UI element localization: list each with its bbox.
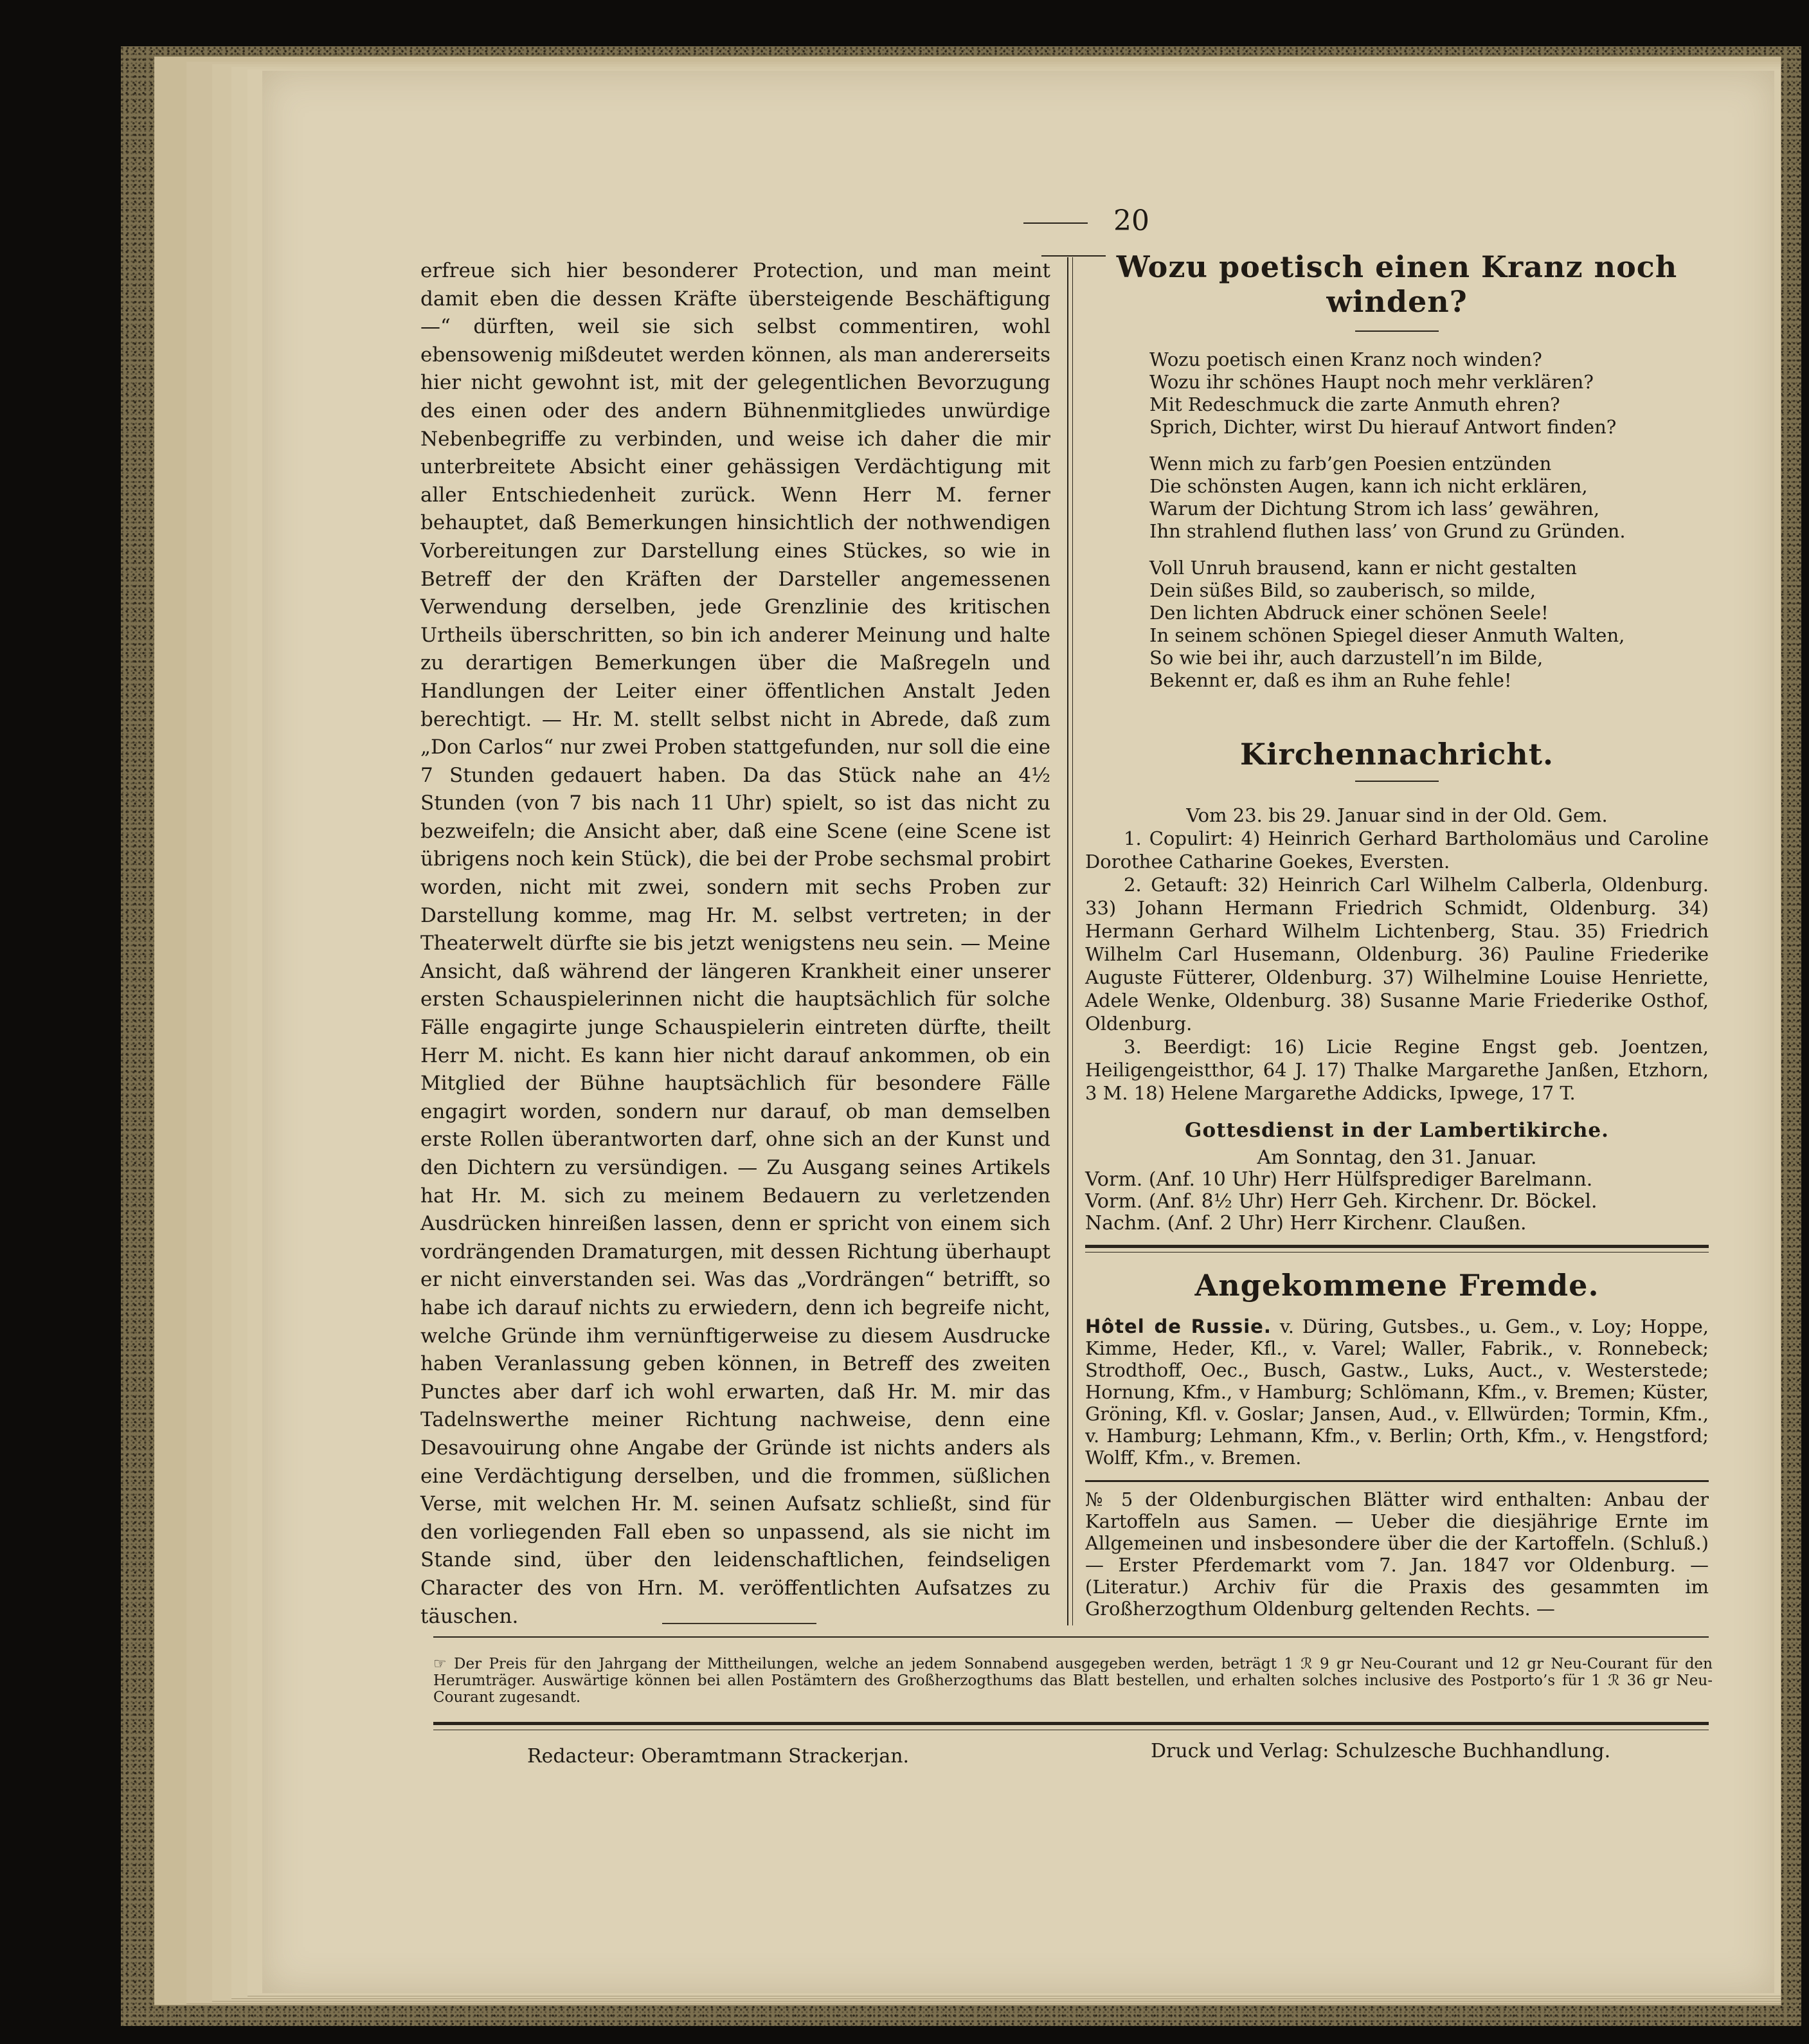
poem-line: Die schönsten Augen, kann ich nicht erklären, <box>1149 475 1588 497</box>
kirche-entry: 2. Getauft: 32) Heinrich Carl Wilhelm Calberla, Oldenburg. 33) Johann Hermann Friedrich Schmidt, Oldenburg. 34) Hermann Gerhard Wilhelm Lichtenberg, Stau. 35) Friedrich Wilhelm Carl Husemann, Oldenburg. 36) Pauline Friederike Auguste Fütterer, Oldenburg. 37) Wilhelmine Louise Henriette, Adele Wenke, Oldenburg. 38) Susanne Marie Friederike Osthof, Oldenburg. <box>1085 874 1709 1035</box>
hotel-name: Hôtel de Russie. <box>1085 1316 1272 1337</box>
poem-line: Bekennt er, daß es ihm an Ruhe fehle! <box>1149 669 1512 691</box>
poem-line: Wozu ihr schönes Haupt noch mehr verklären? <box>1149 371 1594 393</box>
publisher-line: Druck und Verlag: Schulzesche Buchhandlung. <box>1151 1740 1611 1762</box>
poem-line: Voll Unruh brausend, kann er nicht gestalten <box>1149 557 1577 579</box>
article-column <box>420 257 1050 1631</box>
footer-rule <box>433 1722 1709 1725</box>
editor-line: Redacteur: Oberamtmann Strackerjan. <box>527 1745 910 1768</box>
poem-line: Wenn mich zu farb’gen Poesien entzünden <box>1149 453 1552 475</box>
poem-line: Mit Redeschmuck die zarte Anmuth ehren? <box>1149 393 1560 415</box>
article-paragraph: erfreue sich hier besonderer Protection, und man meint damit eben die dessen Kräfte übersteigende Beschäftigung —“ dürften, weil sie sich selbst commentiren, wohl ebensowenig mißdeutet werden können, als man andererseits hier nicht gewohnt ist, mit der gelegentlichen Bevorzugung des einen oder des andern Bühnenmitgliedes unwürdige Nebenbegriffe zu verbinden, und weise ich daher die mir unterbreitete Absicht einer gehässigen Verdächtigung mit aller Entschiedenheit zurück. Wenn Herr M. ferner behauptet, daß Bemerkungen hinsichtlich der nothwendigen Vorbereitungen zur Darstellung eines Stückes, so wie in Betreff der den Kräften der Darsteller angemessenen Verwendung derselben, jede Grenzlinie des kritischen Urtheils überschritten, so bin ich anderer Meinung und halte zu derartigen Bemerkungen über die Maßregeln und Handlungen der Leiter einer öffentlichen Anstalt Jeden berechtigt. — Hr. M. stellt selbst nicht in Abrede, daß zum „Don Carlos“ nur zwei Proben stattgefunden, nur soll die eine 7 Stunden gedauert haben. Da das Stück nahe an 4½ Stunden (von 7 bis nach 11 Uhr) spielt, so ist das nicht zu bezweifeln; die Ansicht aber, daß eine Scene (eine Scene ist übrigens noch kein Stück), die bei der Probe sechsmal probirt worden, nicht mit zwei, sondern mit sechs Proben zur Darstellung komme, mag Hr. M. selbst vertreten; in der Theaterwelt dürfte sie bis jetzt wenigstens neu sein. — Meine Ansicht, daß während der längeren Krankheit einer unserer ersten Schauspielerinnen nicht die hauptsächlich für solche Fälle engagirte junge Schauspielerin eintreten dürfte, theilt Herr M. nicht. Es kann hier nicht darauf ankommen, ob ein Mitglied der Bühne hauptsächlich für besondere Fälle engagirt worden, sondern nur darauf, ob man demselben erste Rollen überantworten darf, ohne sich an der Kunst und den Dichtern zu versündigen. — Zu Ausgang seines Artikels hat Hr. M. sich zu meinem Bedauern zu verletzenden Ausdrücken hinreißen lassen, denn er spricht von einem sich vordrängenden Dramaturgen, mit dessen Richtung überhaupt er nicht einverstanden sei. Was das „Vordrängen“ betrifft, so habe ich darauf nichts zu erwiedern, denn ich begreife nicht, welche Gründe ihm vernünftigerweise zu diesem Ausdrucke haben Veranlassung geben können, in Betreff des zweiten Punctes aber darf ich wohl erwarten, daß Hr. M. mir das Tadelnswerthe meiner Richtung nachweise, denn eine Desavouirung ohne Angabe der Gründe ist nichts anders als eine Verdächtigung derselben, und die frommen, süßlichen Verse, mit welchen Hr. M. seinen Aufsatz schließt, sind für den vorliegenden Fall eben so unpassend, als sie nicht im Stande sind, über den leidenschaftlichen, feindseligen Character des von Hrn. M. veröffentlichten Aufsatzes zu täuschen. <box>420 259 1050 1628</box>
gottesdienst-title: Gottesdienst in der Lambertikirche. <box>1185 1119 1609 1142</box>
poem-line: Ihn strahlend fluthen lass’ von Grund zu Gründen. <box>1149 520 1626 542</box>
gottesdienst-line: Nachm. (Anf. 2 Uhr) Herr Kirchenr. Claußen. <box>1085 1212 1527 1235</box>
kirchennachricht-body <box>1085 804 1709 1105</box>
gottesdienst-date: Am Sonntag, den 31. Januar. <box>1257 1146 1537 1169</box>
poem-title: Wozu poetisch einen Kranz noch winden? <box>1116 249 1678 319</box>
column-divider <box>1072 257 1073 1625</box>
poem-line: Warum der Dichtung Strom ich lass’ gewähren, <box>1149 498 1600 520</box>
section-rule <box>1085 1252 1709 1253</box>
poem-line: Den lichten Abdruck einer schönen Seele! <box>1149 602 1549 624</box>
poem-line: Dein süßes Bild, so zauberisch, so milde, <box>1149 579 1536 601</box>
gottesdienst-line: Vorm. (Anf. 8½ Uhr) Herr Geh. Kirchenr. Dr. Böckel. <box>1085 1190 1598 1213</box>
kirche-intro: Vom 23. bis 29. Januar sind in der Old. Gem. <box>1186 804 1608 826</box>
fremde-title: Angekommene Fremde. <box>1194 1268 1599 1303</box>
poem-line: Sprich, Dichter, wirst Du hierauf Antwort finden? <box>1149 416 1617 438</box>
title-rule <box>1355 781 1439 782</box>
poem-stanza <box>1149 348 1709 439</box>
fremde-list: v. Düring, Gutsbes., u. Gem., v. Loy; Hoppe, Kimme, Heder, Kfl., v. Varel; Waller, Fabrik., v. Ronnebeck; Strodthoff, Oec., Busch, Gastw., Luks, Auct., v. Westerstede; Hornung, Kfm., v Hamburg; Schlömann, Kfm., v. Bremen; Küster, Gröning, Kfl. v. Goslar; Jansen, Aud., v. Ellwürden; Tormin, Kfm., v. Hamburg; Lehmann, Kfm., v. Berlin; Orth, Kfm., v. Hengstford; Wolff, Kfm., v. Bremen. <box>1085 1316 1709 1469</box>
right-column <box>1085 249 1709 1620</box>
poem-line: In seinem schönen Spiegel dieser Anmuth Walten, <box>1149 624 1625 646</box>
fremde-body <box>1085 1316 1709 1469</box>
page-number-text: 20 <box>1113 204 1149 237</box>
poem-stanza <box>1149 453 1709 543</box>
column-divider <box>1067 257 1068 1625</box>
kirche-entry: 1. Copulirt: 4) Heinrich Gerhard Bartholomäus und Caroline Dorothee Catharine Goekes, Eversten. <box>1085 828 1709 873</box>
dash-rule <box>1023 222 1088 224</box>
price-notice: ☞ Der Preis für den Jahrgang der Mittheilungen, welche an jedem Sonnabend ausgegeben werden, beträgt 1 ℛ 9 gr Neu-Courant und 12 gr Neu-Courant für den Herumträger. Auswärtige können bei allen Postämtern des Großherzogthums das Blatt bestellen, und erhalten solches inclusive des Postporto’s für 1 ℛ 36 gr Neu-Courant zugesandt. <box>433 1656 1713 1706</box>
article-end-rule <box>662 1623 816 1624</box>
section-rule <box>1085 1480 1709 1482</box>
poem-line: So wie bei ihr, auch darzustell’n im Bilde, <box>1149 647 1544 669</box>
kirche-entry: 3. Beerdigt: 16) Licie Regine Engst geb. Joentzen, Heiligengeistthor, 64 J. 17) Thalke Margarethe Janßen, Etzhorn, 3 M. 18) Helene Margarethe Addicks, Ipwege, 17 T. <box>1085 1036 1709 1104</box>
section-rule <box>1085 1245 1709 1248</box>
poem-line: Wozu poetisch einen Kranz noch winden? <box>1149 348 1542 370</box>
inhalt-notice: № 5 der Oldenburgischen Blätter wird enthalten: Anbau der Kartoffeln aus Samen. — Ueber die diesjährige Ernte im Allgemeinen und insbesondere über die der Kartoffeln. (Schluß.) — Erster Pferdemarkt vom 7. Jan. 1847 vor Oldenburg. — (Literatur.) Archiv für die Praxis des gesammten im Großherzogthum Oldenburg geltenden Rechts. — <box>1085 1488 1709 1620</box>
footer-rule <box>433 1636 1709 1638</box>
poem-stanza <box>1149 557 1709 692</box>
gottesdienst-line: Vorm. (Anf. 10 Uhr) Herr Hülfsprediger Barelmann. <box>1085 1168 1593 1191</box>
kirchennachricht-title: Kirchennachricht. <box>1240 737 1554 772</box>
title-rule <box>1355 330 1439 332</box>
